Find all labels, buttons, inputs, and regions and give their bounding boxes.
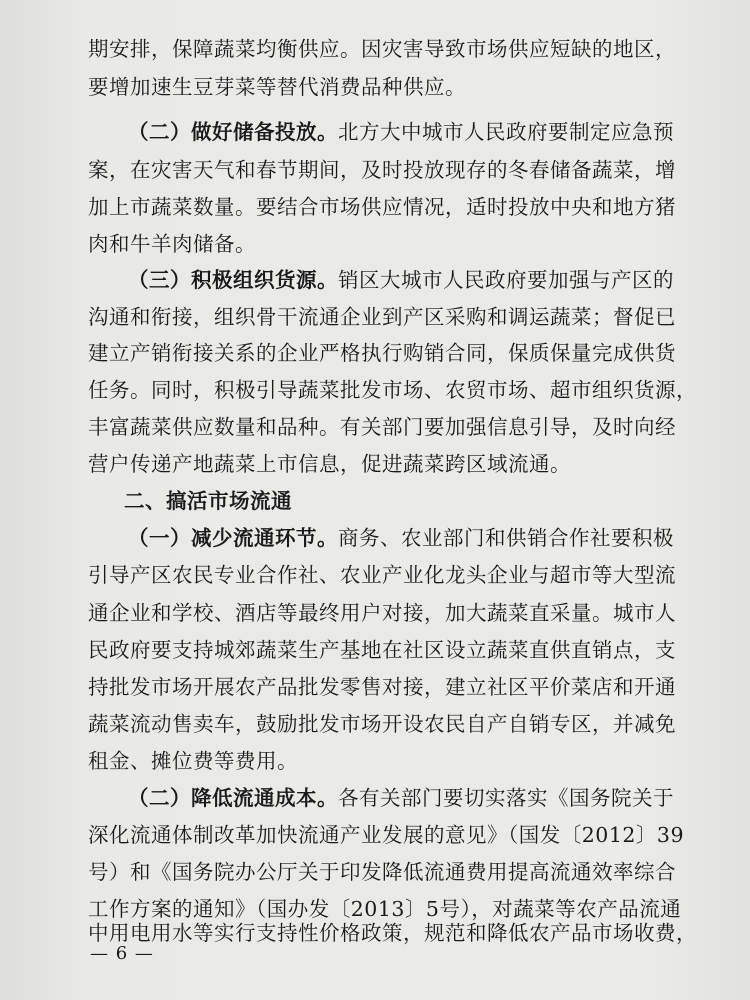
text-line	[88, 598, 676, 628]
line-text: 引导产区农民专业合作社、农业产业化龙头企业与超市等大型流	[88, 563, 676, 587]
text-line	[88, 672, 676, 702]
paragraph-heading-line	[128, 117, 674, 147]
text-line	[88, 229, 256, 259]
line-text: 销区大城市人民政府要加强与产区的	[338, 268, 674, 292]
line-text: 沟通和衔接，组织骨干流通企业到产区采购和调运蔬菜；督促已	[88, 305, 676, 329]
line-text: 商务、农业部门和供销合作社要积极	[338, 526, 674, 550]
text-line	[88, 918, 697, 948]
text-line	[88, 820, 684, 850]
page-number: — 6 —	[90, 943, 154, 964]
text-line	[88, 302, 676, 332]
line-text: 丰富蔬菜供应数量和品种。有关部门要加强信息引导，及时向经	[88, 415, 676, 439]
line-text: 持批发市场开展农产品批发零售对接，建立社区平价菜店和开通	[88, 675, 676, 699]
text-line	[88, 857, 676, 887]
line-text: 深化流通体制改革加快流通产业发展的意见》（国发〔2012〕39	[88, 823, 685, 847]
text-line	[88, 746, 298, 776]
line-text: 民政府要支持城郊蔬菜生产基地在社区设立蔬菜直供直销点，支	[88, 638, 676, 662]
section-heading-text: 二、搞活市场流通	[124, 489, 292, 513]
text-line	[88, 155, 676, 185]
line-text: 各有关部门要切实落实《国务院关于	[338, 786, 674, 810]
line-text: 工作方案的通知》（国办发〔2013〕5号），对蔬菜等农产品流通	[88, 897, 682, 921]
text-line	[88, 375, 697, 405]
text-line	[88, 412, 676, 442]
line-text: 营户传递产地蔬菜上市信息，促进蔬菜跨区域流通。	[88, 452, 571, 476]
line-text: 肉和牛羊肉储备。	[88, 232, 256, 256]
line-text: 加上市蔬菜数量。要结合市场供应情况，适时投放中央和地方猪	[88, 195, 676, 219]
subsection-heading: （一）减少流通环节。	[128, 526, 338, 550]
paragraph-heading-line	[128, 265, 674, 295]
line-text: 案，在灾害天气和春节期间，及时投放现存的冬春储备蔬菜，增	[88, 158, 676, 182]
text-line	[88, 72, 466, 102]
paragraph-heading-line	[128, 523, 674, 553]
text-line	[88, 34, 676, 64]
subsection-heading: （三）积极组织货源。	[128, 268, 338, 292]
line-text: 租金、摊位费等费用。	[88, 749, 298, 773]
paragraph-heading-line	[128, 783, 674, 813]
line-text: 通企业和学校、酒店等最终用户对接，加大蔬菜直采量。城市人	[88, 601, 676, 625]
section-heading	[124, 486, 292, 516]
subsection-heading: （二）降低流通成本。	[128, 786, 338, 810]
subsection-heading: （二）做好储备投放。	[128, 120, 338, 144]
line-text: 期安排，保障蔬菜均衡供应。因灾害导致市场供应短缺的地区，	[88, 37, 676, 61]
text-line	[88, 338, 676, 368]
line-text: 蔬菜流动售卖车，鼓励批发市场开设农民自产自销专区，并减免	[88, 712, 676, 736]
text-line	[88, 192, 676, 222]
line-text: 北方大中城市人民政府要制定应急预	[338, 120, 674, 144]
text-line	[88, 560, 676, 590]
line-text: 任务。同时，积极引导蔬菜批发市场、农贸市场、超市组织货源，	[88, 378, 697, 402]
line-text: 中用电用水等实行支持性价格政策，规范和降低农产品市场收费，	[88, 921, 697, 945]
line-text: 号）和《国务院办公厅关于印发降低流通费用提高流通效率综合	[88, 860, 676, 884]
text-line	[88, 635, 676, 665]
line-text: 建立产销衔接关系的企业严格执行购销合同，保质保量完成供货	[88, 341, 676, 365]
text-line	[88, 449, 571, 479]
line-text: 要增加速生豆芽菜等替代消费品种供应。	[88, 75, 466, 99]
text-line	[88, 709, 676, 739]
